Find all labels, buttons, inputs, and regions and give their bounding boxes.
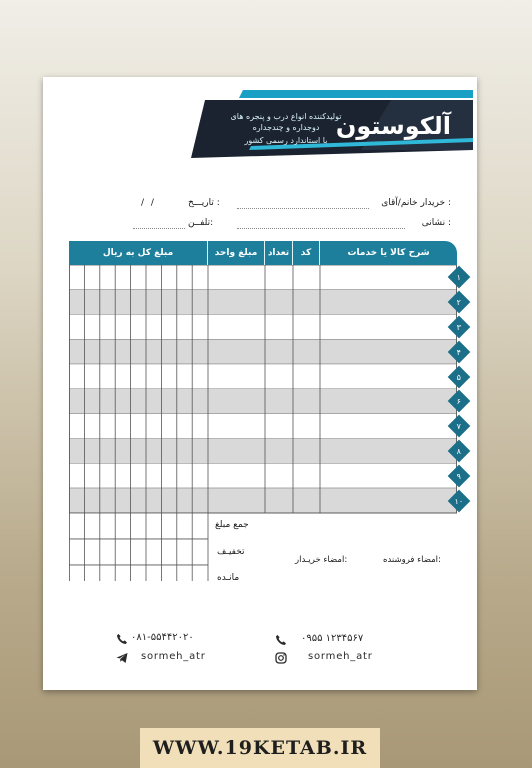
table-row — [69, 315, 457, 340]
seller-signature-label: امضاء فروشنده: — [383, 555, 441, 565]
row-number-label: ۳ — [456, 322, 462, 332]
row-number-label: ۶ — [456, 396, 462, 406]
invoice-paper — [43, 77, 477, 690]
footer-instagram: sormeh_atr — [308, 651, 373, 662]
brand-tagline-3: با استاندارد رسمی کشور — [244, 136, 328, 145]
buyer-signature-label: امضاء خریـدار: — [295, 555, 348, 565]
row-number-label: ۸ — [456, 446, 462, 456]
date-value[interactable]: / / — [141, 198, 156, 208]
row-number-label: ۵ — [456, 372, 462, 382]
row-number-label: ۹ — [456, 471, 462, 481]
table-row — [69, 265, 457, 290]
row-number-label: ۱ — [456, 272, 462, 282]
row-number-label: ۱۰ — [454, 496, 464, 506]
header-total-price: مبلغ کل به ریال — [69, 241, 208, 265]
summary-row — [70, 513, 209, 539]
brand-name: آلکوستون — [335, 112, 451, 140]
telegram-icon — [116, 652, 128, 664]
buyer-label: خریدار خانم/آقای : — [381, 198, 451, 208]
footer-phone-1: ۰۸۱-۵۵۴۴۲۰۲۰ — [131, 632, 194, 643]
footer-phone-2: ۰۹۵۵ ۱۲۳۴۵۶۷ — [301, 633, 364, 644]
header-code: کد — [293, 241, 320, 265]
table-row — [69, 364, 457, 389]
header-description: شرح کالا یا خدمات — [320, 241, 457, 265]
table-row — [69, 414, 457, 439]
instagram-icon — [275, 652, 287, 664]
brand-tagline-1: تولیدکننده انواع درب و پنجره های — [230, 112, 342, 121]
discount-label: تخفیـف — [217, 547, 245, 557]
brand-tagline-2: دوجداره و چندجداره — [252, 123, 320, 132]
address-line[interactable] — [237, 228, 405, 229]
table-row — [69, 439, 457, 464]
row-number-label: ۲ — [456, 297, 462, 307]
phone-icon — [116, 633, 128, 645]
table-row — [69, 290, 457, 315]
footer-telegram: sormeh_atr — [141, 651, 206, 662]
table-row — [69, 339, 457, 364]
summary-row — [70, 539, 209, 565]
phone-label: تلفــن: — [188, 218, 214, 228]
summary-row — [70, 565, 209, 581]
table-row — [69, 463, 457, 488]
phone-line[interactable] — [133, 228, 185, 229]
total-sum-label: جمع مبلغ — [215, 520, 249, 530]
phone-icon — [275, 634, 287, 646]
table-row — [69, 488, 457, 513]
buyer-line[interactable] — [237, 208, 369, 209]
header-unit-price: مبلغ واحد — [208, 241, 265, 265]
address-label: نشانی : — [421, 218, 451, 228]
header-band — [191, 88, 473, 158]
date-label: تاریـــخ : — [188, 198, 220, 208]
row-number-label: ۷ — [456, 421, 462, 431]
table-grid — [69, 241, 457, 581]
header-quantity: تعداد — [265, 241, 293, 265]
balance-label: مانـده — [217, 573, 240, 583]
row-number-label: ۴ — [456, 347, 462, 357]
website-banner[interactable]: WWW.19KETAB.IR — [140, 728, 380, 768]
table-row — [69, 389, 457, 414]
